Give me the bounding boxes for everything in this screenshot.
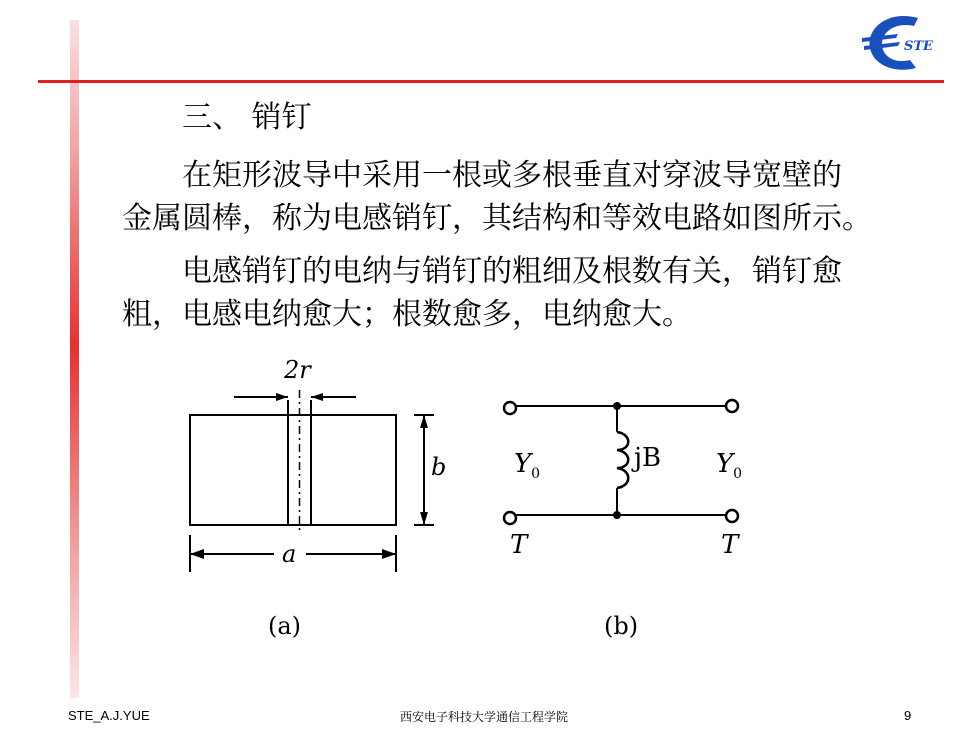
terminal-top-left [504,402,516,414]
heading-text: 三、 销钉 [182,100,312,135]
jb-label: jB [634,443,662,473]
waveguide-rect [190,415,396,525]
dim-a-arrow-left [190,549,204,559]
section-heading [122,96,942,139]
para2-line2: 粗，电感电纳愈大；根数愈多，电纳愈大。 [122,297,692,332]
caption-b: (b) [604,612,639,640]
caption-a: (a) [268,612,302,640]
inductor-coil [617,432,628,488]
left-accent-bar [70,20,79,698]
figure-a [190,356,446,640]
dim-2r-left-arrow [276,393,288,401]
para1-line1: 在矩形波导中采用一根或多根垂直对穿波导宽壁的 [182,158,842,193]
y0-left-label: $Y_0$ [514,449,541,482]
dim-2r-right-arrow [311,393,323,401]
logo-text: STE [904,39,933,54]
dim-b-label: b [431,453,447,481]
paragraph-2 [122,250,942,336]
figure-waveguide-post [176,350,796,650]
dim-2r-label: 2r [284,356,311,384]
terminal-top-right [726,400,738,412]
dim-b-arrow-bottom [420,512,428,525]
para1-line2: 金属圆棒，称为电感销钉，其结构和等效电路如图所示。 [122,201,872,236]
footer-institution: 西安电子科技大学通信工程学院 [400,710,569,724]
terminal-bottom-left [504,512,516,524]
footer-author: STE_A.J.YUE [68,708,150,723]
y0-right-label: $Y_0$ [716,449,743,482]
figure-b [504,400,742,640]
terminal-bottom-right [726,510,738,522]
ste-logo [858,8,942,78]
t-right-label: T [721,530,739,560]
dim-b-arrow-top [420,415,428,428]
paragraph-1 [122,154,942,240]
dim-a-label: a [282,540,297,568]
page-number: 9 [904,708,912,723]
para2-line1: 电感销钉的电纳与销钉的粗细及根数有关，销钉愈 [182,254,842,289]
dim-a-arrow-right [382,549,396,559]
header-rule [38,80,944,83]
t-left-label: T [510,530,528,560]
